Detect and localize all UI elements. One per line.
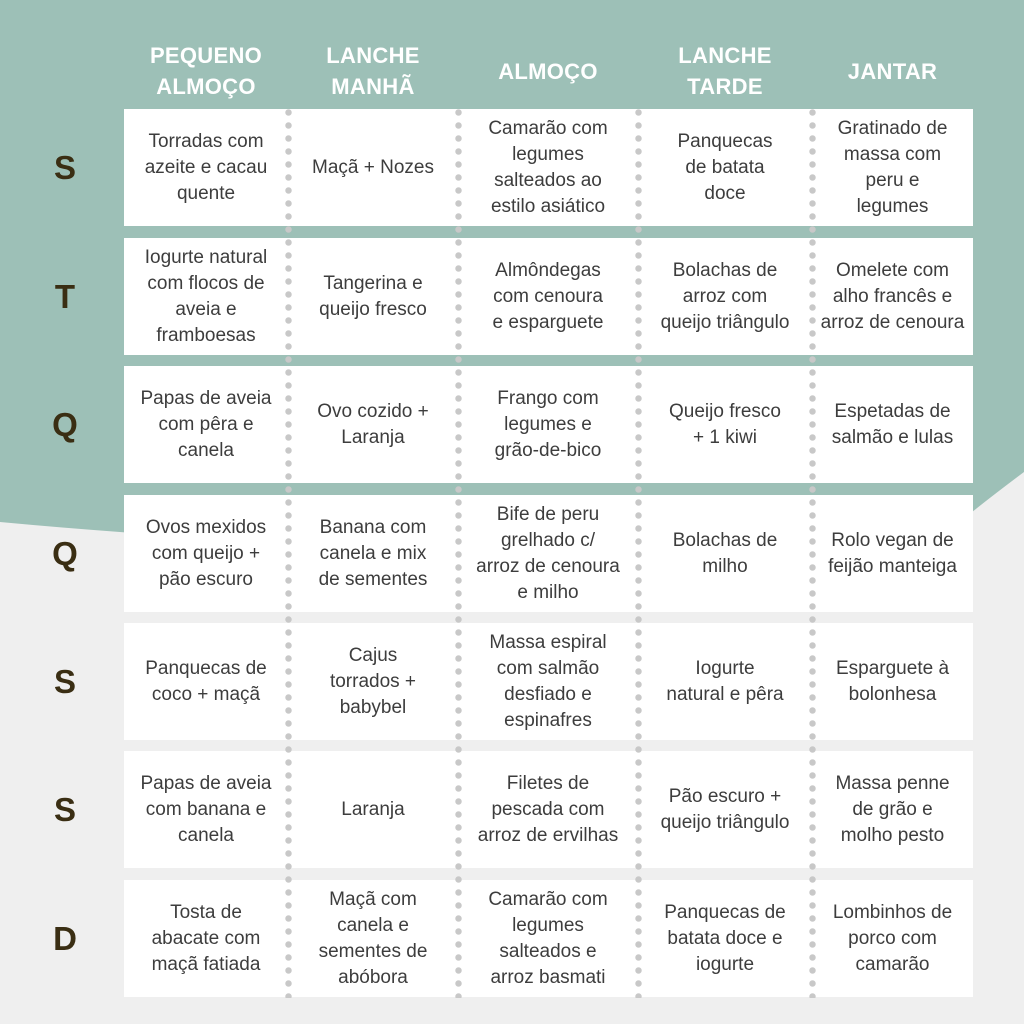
meal-cell-almoco: Frango com legumes e grão-de-bico [494,387,602,461]
header-jantar: JANTAR [847,58,938,84]
column-divider [809,106,816,998]
meal-cell-pequeno-almoco: Tosta de abacate com maçã fatiada [151,901,261,975]
meal-row [124,751,973,868]
meal-cell-almoco: Filetes de pescada com arroz de ervilhas [477,772,619,846]
column-divider [635,106,642,998]
meal-cell-jantar: Esparguete à bolonhesa [835,657,950,705]
meal-cell-almoco: Massa espiral com salmão desfiado e espinafres [489,631,607,731]
day-letter: T [54,277,76,315]
meal-cell-pequeno-almoco: Ovos mexidos com queijo + pão escuro [145,516,267,590]
meal-cell-pequeno-almoco: Papas de aveia com pêra e canela [140,387,272,461]
meal-cell-pequeno-almoco: Torradas com azeite e cacau quente [144,130,268,204]
meal-cell-lanche-tarde: Panquecas de batata doce e iogurte [664,901,786,975]
header-lanche-tarde: LANCHE TARDE [678,43,772,99]
day-letter: S [53,148,76,186]
meal-cell-lanche-tarde: Panquecas de batata doce [677,130,773,204]
meal-cell-lanche-manha: Maçã com canela e sementes de abóbora [318,888,428,988]
meal-cell-jantar: Massa penne de grão e molho pesto [835,772,950,846]
meal-row [124,880,973,997]
meal-cell-almoco: Camarão com legumes salteados e arroz basmati [488,888,608,988]
day-letter: S [53,662,76,700]
meal-cell-lanche-tarde: Pão escuro + queijo triângulo [660,785,790,833]
meal-cell-almoco: Camarão com legumes salteados ao estilo asiático [488,117,608,217]
meal-cell-lanche-manha: Ovo cozido + Laranja [317,400,429,448]
column-divider [285,106,292,998]
meal-cell-lanche-tarde: Bolachas de milho [672,529,778,577]
meal-row [124,623,973,740]
meal-cell-jantar: Gratinado de massa com peru e legumes [837,117,948,217]
meal-cell-lanche-tarde: Bolachas de arroz com queijo triângulo [660,259,790,333]
meal-row [124,495,973,612]
meal-cell-jantar: Omelete com alho francês e arroz de cenoura [820,259,965,333]
meal-cell-lanche-manha: Cajus torrados + babybel [329,644,417,718]
meal-cell-lanche-manha: Maçã + Nozes [312,156,434,178]
meal-cell-pequeno-almoco: Panquecas de coco + maçã [145,657,267,705]
meal-cell-jantar: Lombinhos de porco com camarão [832,901,953,975]
meal-cell-jantar: Espetadas de salmão e lulas [831,400,954,448]
day-letter: S [53,790,76,828]
meal-cell-lanche-tarde: Iogurte natural e pêra [666,657,784,705]
day-letter: Q [52,534,78,572]
day-letter: D [53,919,77,957]
meal-row [124,366,973,483]
header-pequeno-almoco: PEQUENO ALMOÇO [149,43,263,99]
meal-cell-lanche-manha: Laranja [341,798,405,820]
meal-cell-lanche-manha: Tangerina e queijo fresco [319,272,427,320]
header-almoco: ALMOÇO [498,58,598,84]
meal-row [124,238,973,355]
meal-row [124,109,973,226]
meal-cell-jantar: Rolo vegan de feijão manteiga [828,529,957,577]
meal-cell-lanche-tarde: Queijo fresco + 1 kiwi [669,400,781,448]
header-lanche-manha: LANCHE MANHÃ [326,43,420,99]
day-letter: Q [52,405,78,443]
meal-cell-pequeno-almoco: Papas de aveia com banana e canela [140,772,272,846]
column-divider [455,106,462,998]
meal-header-row [0,36,1024,106]
meal-cell-almoco: Almôndegas com cenoura e esparguete [492,259,604,333]
meal-cell-lanche-manha: Banana com canela e mix de sementes [318,516,428,590]
meal-cell-pequeno-almoco: Iogurte natural com flocos de aveia e framboesas [144,246,268,346]
meal-cell-almoco: Bife de peru grelhado c/ arroz de cenoura e milho [476,503,620,603]
